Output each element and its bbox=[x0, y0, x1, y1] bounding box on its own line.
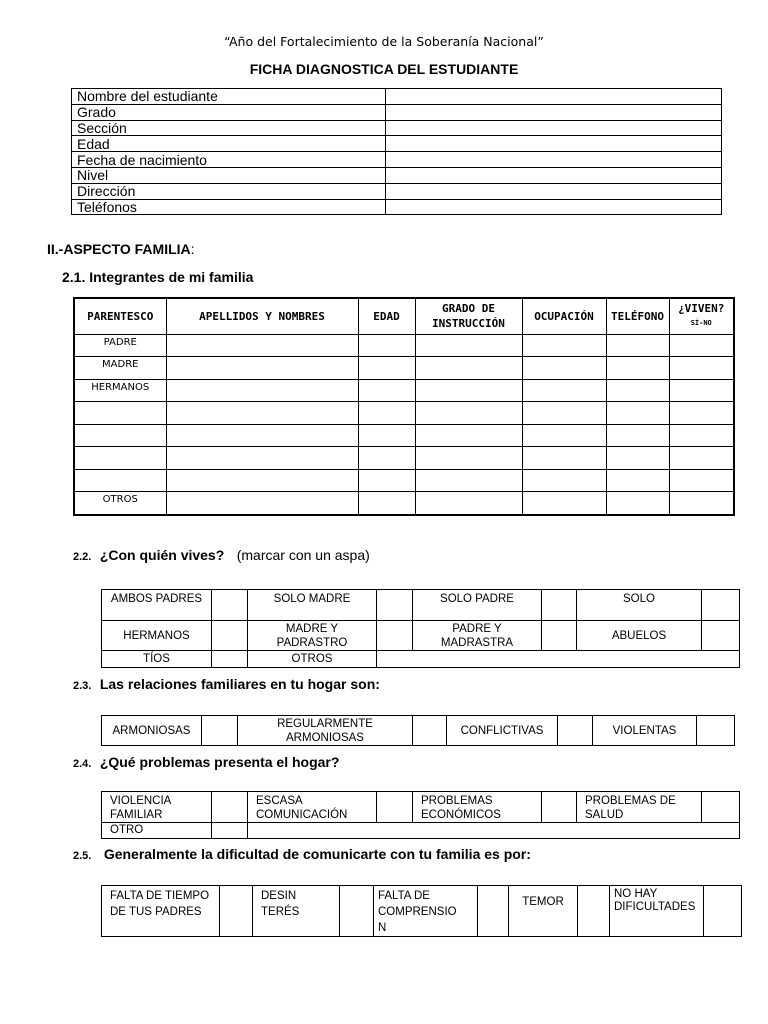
question-2-2-note: (marcar con un aspa) bbox=[236, 547, 370, 563]
family-cell[interactable] bbox=[669, 447, 734, 470]
info-field-edad[interactable] bbox=[386, 136, 722, 152]
option-solo-padre: SOLO PADRE bbox=[413, 590, 542, 621]
family-cell[interactable] bbox=[669, 469, 734, 492]
family-cell[interactable] bbox=[166, 334, 358, 357]
family-cell[interactable] bbox=[669, 402, 734, 425]
checkbox-violentas[interactable] bbox=[697, 716, 735, 746]
header-parentesco: PARENTESCO bbox=[74, 298, 166, 334]
family-cell[interactable] bbox=[358, 492, 415, 515]
header-viven bbox=[669, 298, 734, 334]
checkbox-desinteres[interactable] bbox=[340, 886, 374, 937]
checkbox-tios[interactable] bbox=[212, 651, 248, 668]
header-grado-line2: INSTRUCCIÓN bbox=[432, 317, 505, 331]
checkbox-problemas-salud[interactable] bbox=[702, 792, 740, 823]
family-row-padre bbox=[74, 334, 734, 357]
family-cell[interactable] bbox=[669, 357, 734, 380]
info-row-seccion bbox=[72, 120, 722, 136]
section-2-title-text: II.-ASPECTO FAMILIA bbox=[47, 241, 191, 257]
option-conflictivas: CONFLICTIVAS bbox=[447, 716, 558, 746]
checkbox-abuelos[interactable] bbox=[702, 621, 740, 651]
family-cell[interactable] bbox=[74, 424, 166, 447]
question-2-4-number: 2.4. bbox=[73, 758, 92, 770]
family-cell[interactable] bbox=[358, 357, 415, 380]
checkbox-regularmente-armoniosas[interactable] bbox=[413, 716, 447, 746]
family-cell[interactable] bbox=[606, 379, 669, 402]
family-cell[interactable] bbox=[358, 424, 415, 447]
info-label-edad: Edad bbox=[72, 136, 386, 152]
student-info-table bbox=[71, 88, 722, 215]
info-row-grado bbox=[72, 104, 722, 120]
info-label-seccion: Sección bbox=[72, 120, 386, 136]
header-edad: EDAD bbox=[358, 298, 415, 334]
checkbox-temor[interactable] bbox=[578, 886, 610, 937]
home-problems-row-1 bbox=[102, 792, 740, 823]
family-row-empty bbox=[74, 469, 734, 492]
question-2-2 bbox=[73, 547, 370, 565]
header-grado bbox=[415, 298, 522, 334]
info-label-direccion: Dirección bbox=[72, 183, 386, 199]
checkbox-problemas-economicos[interactable] bbox=[542, 792, 577, 823]
family-cell[interactable] bbox=[166, 492, 358, 515]
checkbox-escasa-comunicacion[interactable] bbox=[377, 792, 413, 823]
option-solo-madre: SOLO MADRE bbox=[248, 590, 377, 621]
family-cell[interactable] bbox=[669, 492, 734, 515]
info-field-nombre[interactable] bbox=[386, 89, 722, 105]
checkbox-hermanos[interactable] bbox=[212, 621, 248, 651]
info-field-fecha[interactable] bbox=[386, 152, 722, 168]
checkbox-solo[interactable] bbox=[702, 590, 740, 621]
option-violencia-familiar: VIOLENCIA FAMILIAR bbox=[102, 792, 212, 823]
section-2-colon: : bbox=[190, 241, 195, 257]
header-grado-line1: GRADO DE bbox=[442, 302, 495, 316]
family-row-hermanos bbox=[74, 379, 734, 402]
family-cell[interactable] bbox=[415, 379, 522, 402]
header-telefono: TELÉFONO bbox=[606, 298, 669, 334]
header-viven-main: ¿VIVEN? bbox=[678, 302, 725, 316]
family-cell[interactable] bbox=[522, 424, 606, 447]
option-problemas-economicos: PROBLEMAS ECONÓMICOS bbox=[413, 792, 542, 823]
subsection-2-1-title: 2.1. Integrantes de mi familia bbox=[62, 269, 254, 285]
family-cell[interactable] bbox=[166, 447, 358, 470]
info-field-direccion[interactable] bbox=[386, 183, 722, 199]
checkbox-otro[interactable] bbox=[212, 823, 248, 839]
family-cell[interactable] bbox=[522, 447, 606, 470]
header-ocupacion: OCUPACIÓN bbox=[522, 298, 606, 334]
family-cell[interactable] bbox=[166, 402, 358, 425]
question-2-3 bbox=[73, 676, 380, 694]
info-label-nombre: Nombre del estudiante bbox=[72, 89, 386, 105]
question-2-2-text: ¿Con quién vives? bbox=[99, 547, 225, 563]
info-row-direccion bbox=[72, 183, 722, 199]
info-row-telefonos bbox=[72, 199, 722, 215]
checkbox-padre-madrastra[interactable] bbox=[542, 621, 577, 651]
live-with-row-3 bbox=[102, 651, 740, 668]
checkbox-no-hay-dificultades[interactable] bbox=[704, 886, 742, 937]
option-ambos-padres: AMBOS PADRES bbox=[102, 590, 212, 621]
family-cell[interactable] bbox=[166, 424, 358, 447]
family-row-empty bbox=[74, 402, 734, 425]
family-cell[interactable] bbox=[522, 402, 606, 425]
option-regularmente-armoniosas: REGULARMENTE ARMONIOSAS bbox=[238, 716, 413, 746]
info-label-telefonos: Teléfonos bbox=[72, 199, 386, 215]
family-cell[interactable] bbox=[606, 447, 669, 470]
question-2-3-text: Las relaciones familiares en tu hogar son: bbox=[99, 676, 380, 692]
live-with-row-2 bbox=[102, 621, 740, 651]
option-falta-tiempo: FALTA DE TIEMPO DE TUS PADRES bbox=[102, 886, 220, 937]
option-armoniosas: ARMONIOSAS bbox=[102, 716, 202, 746]
family-cell[interactable] bbox=[522, 492, 606, 515]
family-cell[interactable] bbox=[606, 402, 669, 425]
option-problemas-salud: PROBLEMAS DE SALUD bbox=[577, 792, 702, 823]
live-with-table bbox=[101, 589, 740, 668]
family-cell[interactable] bbox=[415, 447, 522, 470]
family-cell[interactable] bbox=[74, 469, 166, 492]
family-cell[interactable] bbox=[166, 379, 358, 402]
checkbox-violencia-familiar[interactable] bbox=[212, 792, 248, 823]
info-field-nivel[interactable] bbox=[386, 167, 722, 183]
family-cell[interactable] bbox=[522, 379, 606, 402]
document-title: FICHA DIAGNOSTICA DEL ESTUDIANTE bbox=[249, 61, 519, 77]
question-2-2-number: 2.2. bbox=[73, 551, 92, 563]
header-viven-sub: SÍ-NO bbox=[690, 319, 712, 328]
family-cell[interactable] bbox=[606, 334, 669, 357]
family-row-empty bbox=[74, 424, 734, 447]
family-cell[interactable] bbox=[522, 469, 606, 492]
info-row-fecha bbox=[72, 152, 722, 168]
family-cell[interactable] bbox=[415, 492, 522, 515]
family-cell[interactable] bbox=[166, 357, 358, 380]
option-abuelos: ABUELOS bbox=[577, 621, 702, 651]
question-2-5-text: Generalmente la dificultad de comunicarte con tu familia es por: bbox=[103, 846, 531, 862]
checkbox-armoniosas[interactable] bbox=[202, 716, 238, 746]
option-desinteres: DESIN TERÉS bbox=[253, 886, 340, 937]
question-2-4-text: ¿Qué problemas presenta el hogar? bbox=[99, 754, 340, 770]
option-violentas: VIOLENTAS bbox=[593, 716, 697, 746]
family-row-otros bbox=[74, 492, 734, 515]
info-field-telefonos[interactable] bbox=[386, 199, 722, 215]
family-label-hermanos-text: HERMANOS bbox=[91, 381, 150, 393]
option-solo: SOLO bbox=[577, 590, 702, 621]
family-cell[interactable] bbox=[669, 334, 734, 357]
family-cell[interactable] bbox=[415, 357, 522, 380]
family-cell[interactable] bbox=[358, 447, 415, 470]
family-cell[interactable] bbox=[606, 492, 669, 515]
family-relations-table bbox=[101, 715, 735, 746]
family-label-hermanos bbox=[74, 379, 166, 402]
info-row-nivel bbox=[72, 167, 722, 183]
question-2-3-number: 2.3. bbox=[73, 680, 92, 692]
family-header-row bbox=[74, 298, 734, 334]
option-no-hay-dificultades: NO HAY DIFICULTADES bbox=[610, 886, 704, 937]
option-otros: OTROS bbox=[248, 651, 377, 668]
family-label-madre-text: MADRE bbox=[102, 359, 139, 370]
family-label-padre-text: PADRE bbox=[103, 336, 137, 348]
checkbox-solo-madre[interactable] bbox=[377, 590, 413, 621]
checkbox-ambos-padres[interactable] bbox=[212, 590, 248, 621]
info-label-fecha: Fecha de nacimiento bbox=[72, 152, 386, 168]
family-label-otros-text: OTROS bbox=[102, 494, 138, 505]
option-hermanos: HERMANOS bbox=[102, 621, 212, 651]
option-otro: OTRO bbox=[102, 823, 212, 839]
document-motto: “Año del Fortalecimiento de la Soberanía Nacional” bbox=[224, 34, 544, 49]
family-cell[interactable] bbox=[415, 402, 522, 425]
family-cell[interactable] bbox=[606, 469, 669, 492]
option-padre-madrastra: PADRE Y MADRASTRA bbox=[413, 621, 542, 651]
family-cell[interactable] bbox=[166, 469, 358, 492]
family-cell[interactable] bbox=[669, 424, 734, 447]
home-problems-table bbox=[101, 791, 740, 839]
family-relations-row bbox=[102, 716, 735, 746]
home-problems-row-2 bbox=[102, 823, 740, 839]
otro-specify-field[interactable] bbox=[248, 823, 740, 839]
family-cell[interactable] bbox=[358, 469, 415, 492]
otros-specify-field[interactable] bbox=[377, 651, 740, 668]
checkbox-falta-comprension[interactable] bbox=[478, 886, 509, 937]
family-cell[interactable] bbox=[415, 424, 522, 447]
info-row-edad bbox=[72, 136, 722, 152]
family-row-madre bbox=[74, 357, 734, 380]
communication-difficulty-row bbox=[102, 886, 742, 937]
option-tios: TÍOS bbox=[102, 651, 212, 668]
header-apellidos: APELLIDOS Y NOMBRES bbox=[166, 298, 358, 334]
family-cell[interactable] bbox=[669, 379, 734, 402]
family-cell[interactable] bbox=[522, 357, 606, 380]
family-cell[interactable] bbox=[358, 379, 415, 402]
section-2-title bbox=[47, 241, 195, 257]
question-2-4 bbox=[73, 754, 339, 772]
info-field-grado[interactable] bbox=[386, 104, 722, 120]
info-label-nivel: Nivel bbox=[72, 167, 386, 183]
option-escasa-comunicacion: ESCASA COMUNICACIÓN bbox=[248, 792, 377, 823]
question-2-5 bbox=[73, 846, 531, 864]
family-cell[interactable] bbox=[522, 334, 606, 357]
question-2-5-number: 2.5. bbox=[73, 850, 92, 862]
family-label-padre bbox=[74, 334, 166, 357]
family-label-otros bbox=[74, 492, 166, 515]
family-row-empty bbox=[74, 447, 734, 470]
option-temor: TEMOR bbox=[509, 886, 578, 937]
family-cell[interactable] bbox=[415, 469, 522, 492]
family-cell[interactable] bbox=[415, 334, 522, 357]
info-label-grado: Grado bbox=[72, 104, 386, 120]
family-cell[interactable] bbox=[74, 447, 166, 470]
family-cell[interactable] bbox=[358, 402, 415, 425]
checkbox-solo-padre[interactable] bbox=[542, 590, 577, 621]
checkbox-conflictivas[interactable] bbox=[558, 716, 593, 746]
info-field-seccion[interactable] bbox=[386, 120, 722, 136]
info-row-nombre bbox=[72, 89, 722, 105]
family-cell[interactable] bbox=[74, 402, 166, 425]
family-cell[interactable] bbox=[606, 424, 669, 447]
checkbox-falta-tiempo[interactable] bbox=[220, 886, 253, 937]
checkbox-madre-padrastro[interactable] bbox=[377, 621, 413, 651]
family-cell[interactable] bbox=[358, 334, 415, 357]
communication-difficulty-table bbox=[101, 885, 742, 937]
family-cell[interactable] bbox=[606, 357, 669, 380]
family-label-madre bbox=[74, 357, 166, 380]
option-falta-comprension: FALTA DE COMPRENSIO N bbox=[374, 886, 478, 937]
live-with-row-1 bbox=[102, 590, 740, 621]
family-members-table bbox=[73, 297, 735, 516]
option-madre-padrastro: MADRE Y PADRASTRO bbox=[248, 621, 377, 651]
